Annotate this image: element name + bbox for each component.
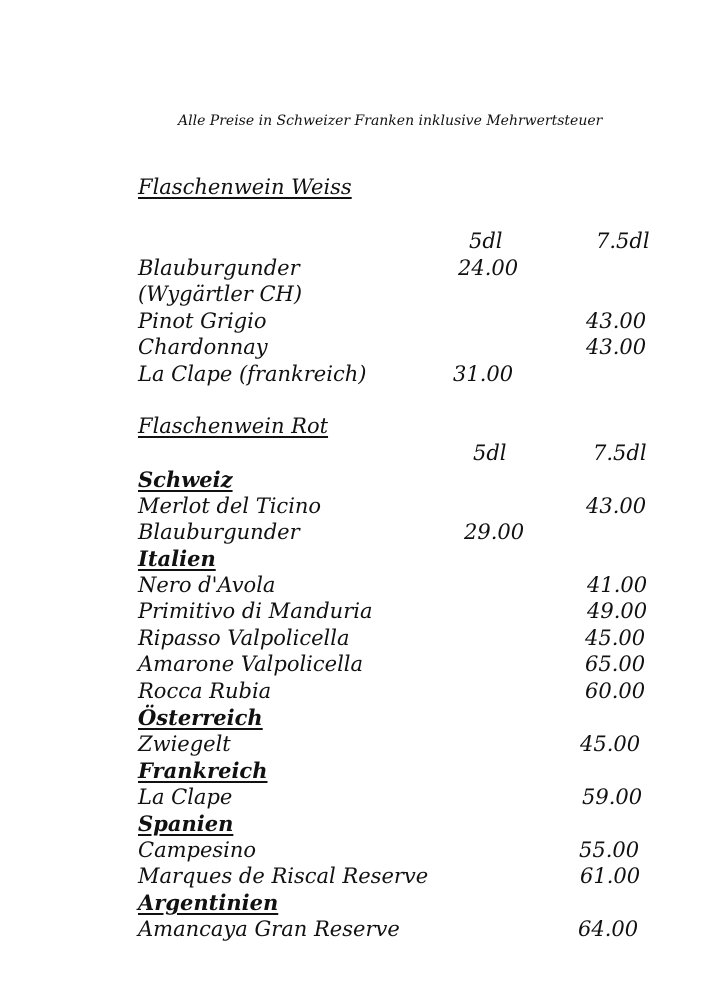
wine-origin: (Wygärtler CH) (138, 282, 303, 306)
price-5dl: 31.00 (453, 362, 514, 386)
price-5dl: 29.00 (464, 520, 525, 544)
price-5dl: 24.00 (458, 256, 519, 280)
wine-name: Nero d'Avola (138, 573, 276, 597)
wine-name: Campesino (138, 838, 257, 862)
price-75dl: 59.00 (582, 785, 643, 809)
country-heading: Argentinien (138, 890, 279, 915)
wine-name: Marques de Riscal Reserve (138, 864, 429, 888)
white-col-5dl: 5dl (469, 229, 503, 253)
wine-name: Ripasso Valpolicella (138, 626, 350, 650)
section-title-white: Flaschenwein Weiss (138, 175, 352, 199)
wine-name: La Clape (138, 785, 233, 809)
red-col-75dl: 7.5dl (593, 441, 647, 465)
price-75dl: 43.00 (586, 335, 647, 359)
price-75dl: 65.00 (585, 652, 646, 676)
country-heading: Italien (138, 546, 216, 571)
country-heading: Spanien (138, 811, 234, 836)
wine-name: Amancaya Gran Reserve (138, 917, 400, 941)
section-title-red: Flaschenwein Rot (138, 414, 329, 438)
red-col-5dl: 5dl (473, 441, 507, 465)
price-75dl: 43.00 (586, 494, 647, 518)
price-75dl: 55.00 (579, 838, 640, 862)
price-75dl: 41.00 (587, 573, 648, 597)
price-75dl: 64.00 (578, 917, 639, 941)
wine-name: Rocca Rubia (138, 679, 272, 703)
price-note: Alle Preise in Schweizer Franken inklusive Mehrwertsteuer (178, 113, 603, 129)
price-75dl: 43.00 (586, 309, 647, 333)
wine-name: Blauburgunder (138, 256, 300, 280)
price-75dl: 61.00 (580, 864, 641, 888)
wine-name: Amarone Valpolicella (138, 652, 364, 676)
wine-name: Pinot Grigio (138, 309, 267, 333)
price-75dl: 45.00 (585, 626, 646, 650)
price-75dl: 45.00 (580, 732, 641, 756)
country-heading: Schweiz (138, 467, 233, 492)
price-75dl: 49.00 (587, 599, 648, 623)
wine-name: Chardonnay (138, 335, 268, 359)
wine-name: Merlot del Ticino (138, 494, 322, 518)
wine-name: Primitivo di Manduria (138, 599, 373, 623)
country-heading: Österreich (138, 705, 263, 730)
wine-name: La Clape (frankreich) (138, 362, 367, 386)
white-col-75dl: 7.5dl (596, 229, 650, 253)
country-heading: Frankreich (138, 758, 268, 783)
price-75dl: 60.00 (585, 679, 646, 703)
wine-name: Blauburgunder (138, 520, 300, 544)
wine-name: Zwiegelt (138, 732, 231, 756)
